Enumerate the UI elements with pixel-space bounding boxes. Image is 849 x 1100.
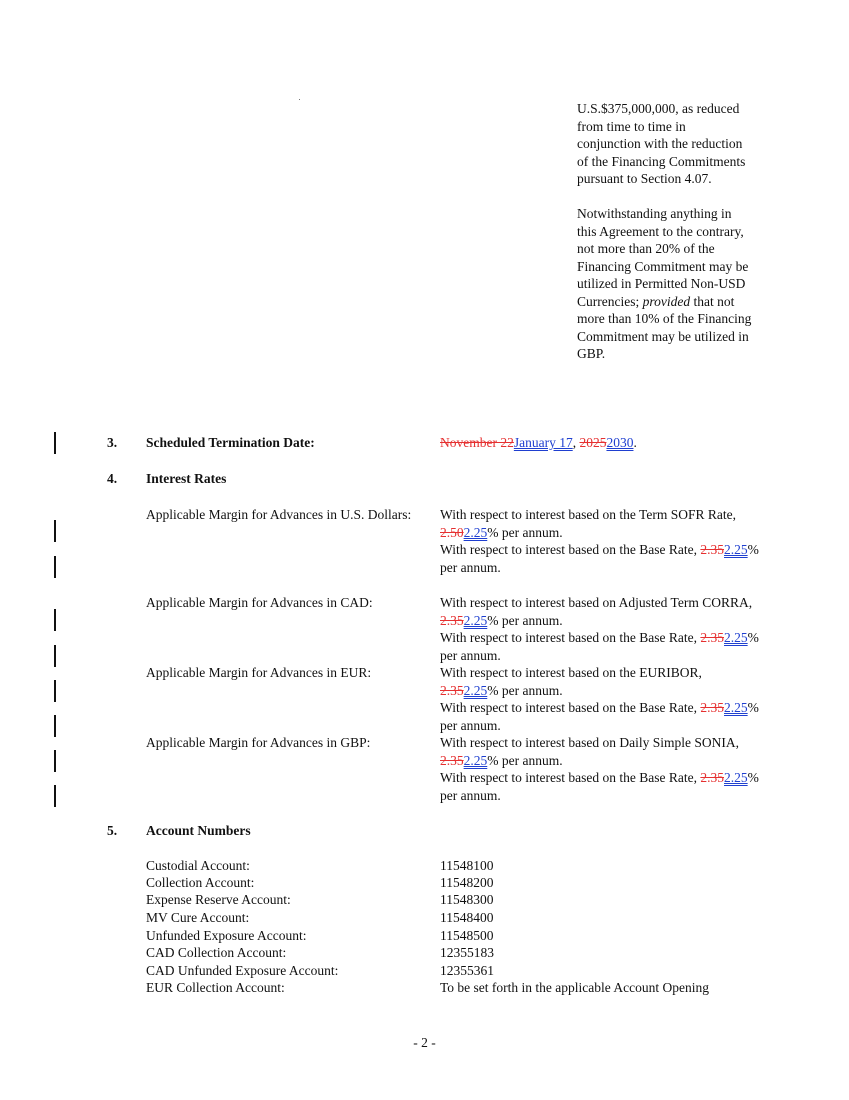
deleted-rate: 2.35	[440, 682, 464, 698]
account-number: 12355183	[440, 945, 494, 960]
inserted-rate: 2.25	[724, 700, 748, 715]
revision-bar	[54, 785, 56, 807]
inserted-rate: 2.25	[463, 524, 488, 540]
revision-bar	[54, 715, 56, 737]
cad-corra-text: With respect to interest based on Adjusted Term CORRA,	[440, 595, 753, 610]
section-3-number: 3.	[107, 435, 118, 450]
deleted-rate: 2.35	[440, 612, 464, 628]
deleted-date: November 22	[440, 435, 514, 450]
deleted-rate: 2.35	[700, 630, 725, 645]
account-number: 12355361	[440, 963, 494, 978]
account-label: EUR Collection Account:	[146, 980, 285, 995]
deleted-rate: 2.35	[700, 770, 725, 785]
eur-euribor-margin	[440, 664, 760, 699]
inserted-rate: 2.25	[463, 752, 488, 768]
section-5-title: Account Numbers	[146, 823, 251, 838]
revision-bar	[54, 520, 56, 542]
eur-margin-value	[440, 664, 760, 734]
gbp-margin-value	[440, 734, 760, 804]
inserted-rate: 2.25	[724, 770, 748, 785]
eur-base-margin	[440, 699, 760, 734]
deleted-rate: 2.35	[440, 752, 464, 768]
inserted-rate: 2.25	[463, 682, 488, 698]
cad-base-margin	[440, 629, 760, 664]
usd-sofr-text: With respect to interest based on the Term SOFR Rate,	[440, 507, 736, 522]
account-number: To be set forth in the applicable Account Opening	[440, 980, 709, 995]
account-number: 11548400	[440, 910, 494, 925]
cad-margin-value	[440, 594, 760, 664]
rate-suffix: % per annum.	[440, 542, 759, 575]
account-label: CAD Unfunded Exposure Account:	[146, 963, 339, 978]
rate-suffix: % per annum.	[440, 770, 759, 803]
rate-suffix: % per annum.	[440, 630, 759, 663]
rate-suffix: % per annum.	[487, 612, 563, 628]
gbp-limit-text: that not more than 10% of the Financing Commitment may be utilized in GBP.	[577, 293, 752, 361]
commitment-paragraph: U.S.$375,000,000, as reduced from time to time in conjunction with the reduction of the Financing Commitments pursuant to Section 4.07.	[577, 101, 746, 186]
inserted-rate: 2.25	[724, 630, 748, 645]
revision-bar	[54, 609, 56, 631]
cad-base-text: With respect to interest based on the Base Rate,	[440, 630, 701, 645]
inserted-year: 2030	[606, 435, 634, 450]
provided-emphasis: provided	[642, 293, 691, 309]
inserted-date: January 17	[513, 435, 573, 450]
account-number: 11548200	[440, 875, 494, 890]
account-label: CAD Collection Account:	[146, 945, 287, 960]
cad-corra-margin	[440, 594, 760, 629]
gbp-sonia-text: With respect to interest based on Daily Simple SONIA,	[440, 735, 740, 750]
termination-date	[440, 434, 760, 452]
revision-bar	[54, 432, 56, 454]
usd-base-margin	[440, 541, 760, 576]
account-label: Unfunded Exposure Account:	[146, 928, 307, 943]
section-3-title: Scheduled Termination Date:	[146, 435, 315, 450]
rate-suffix: % per annum.	[487, 682, 563, 698]
gbp-base-text: With respect to interest based on the Base Rate,	[440, 770, 701, 785]
usd-sofr-margin	[440, 506, 760, 541]
section-4-number: 4.	[107, 471, 118, 486]
deleted-rate: 2.50	[440, 524, 464, 540]
gbp-base-margin	[440, 769, 760, 804]
account-number: 11548300	[440, 892, 494, 907]
deleted-rate: 2.35	[700, 700, 725, 715]
account-number: 11548500	[440, 928, 494, 943]
date-period: .	[633, 435, 637, 450]
rate-suffix: % per annum.	[487, 524, 563, 540]
eur-margin-label: Applicable Margin for Advances in EUR:	[146, 665, 372, 680]
cad-margin-label: Applicable Margin for Advances in CAD:	[146, 595, 373, 610]
rate-suffix: % per annum.	[440, 700, 759, 733]
revision-bar	[54, 680, 56, 702]
usd-margin-label: Applicable Margin for Advances in U.S. Dollars:	[146, 507, 412, 522]
account-label: MV Cure Account:	[146, 910, 250, 925]
financing-commitment-text	[577, 100, 752, 363]
account-label: Collection Account:	[146, 875, 255, 890]
revision-bar	[54, 645, 56, 667]
account-label: Expense Reserve Account:	[146, 892, 291, 907]
section-5-number: 5.	[107, 823, 118, 838]
section-4-title: Interest Rates	[146, 471, 227, 486]
eur-base-text: With respect to interest based on the Base Rate,	[440, 700, 701, 715]
usd-base-text: With respect to interest based on the Base Rate,	[440, 542, 701, 557]
eur-euribor-text: With respect to interest based on the EURIBOR,	[440, 665, 702, 680]
account-number: 11548100	[440, 858, 494, 873]
account-label: Custodial Account:	[146, 858, 250, 873]
usd-margin-value	[440, 506, 760, 576]
currency-limit-text: Notwithstanding anything in this Agreement to the contrary, not more than 20% of the Financing Commitment may be utilized in Permitted Non-USD Currencies;	[577, 206, 749, 309]
inserted-rate: 2.25	[463, 612, 488, 628]
gbp-margin-label: Applicable Margin for Advances in GBP:	[146, 735, 371, 750]
deleted-year: 2025	[579, 435, 607, 450]
inserted-rate: 2.25	[724, 542, 748, 557]
gbp-sonia-margin	[440, 734, 760, 769]
stray-dot	[299, 99, 300, 100]
revision-bar	[54, 750, 56, 772]
currency-limit-paragraph	[577, 205, 752, 363]
date-separator: ,	[572, 435, 580, 450]
page-number: - 2 -	[413, 1035, 436, 1050]
rate-suffix: % per annum.	[487, 752, 563, 768]
revision-bar	[54, 556, 56, 578]
deleted-rate: 2.35	[700, 542, 725, 557]
